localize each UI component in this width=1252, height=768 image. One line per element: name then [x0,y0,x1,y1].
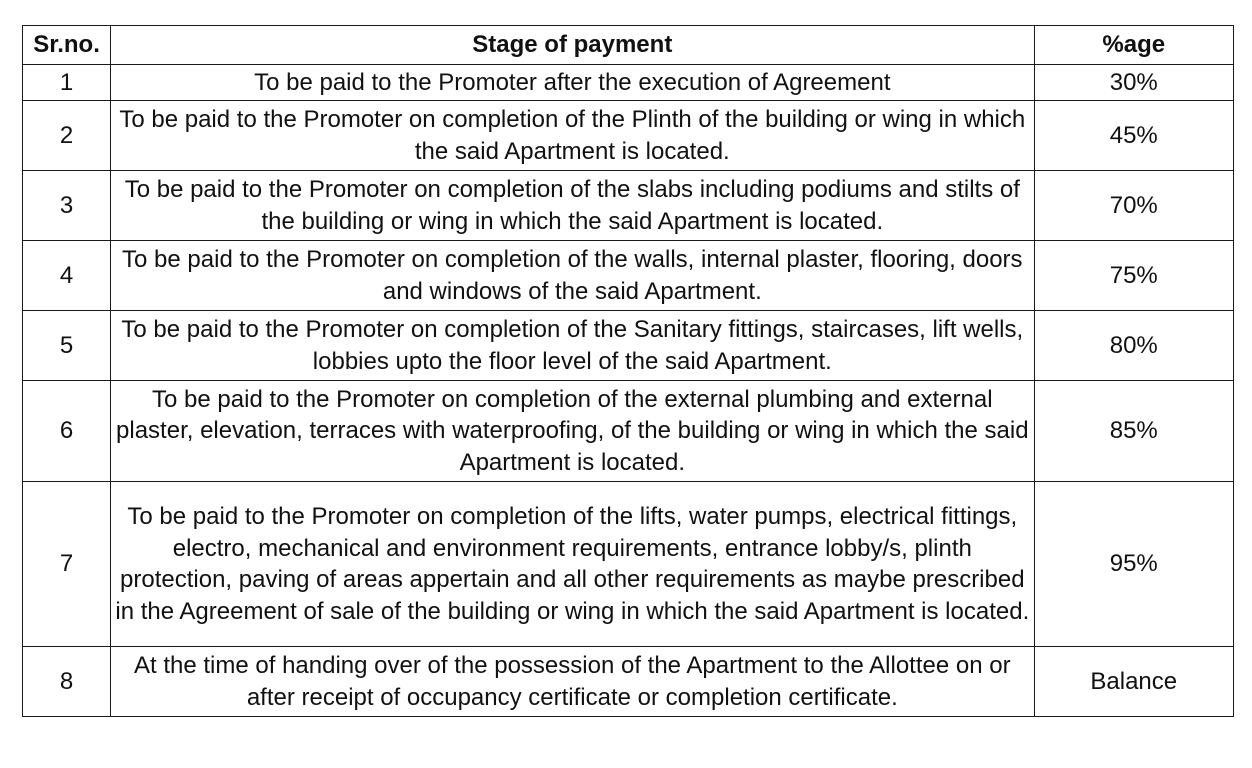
sr-no-cell: 4 [23,241,111,311]
payment-schedule-table [22,25,1234,717]
table-row [23,311,1234,381]
header-row [23,26,1234,65]
sr-no-cell: 3 [23,171,111,241]
sr-no-cell: 2 [23,101,111,171]
stage-cell: To be paid to the Promoter on completion of the lifts, water pumps, electrical fittings, electro, mechanical and environment requirements, entrance lobby/s, plinth protection, paving of areas appertain and all other requirements as maybe prescribed in the Agreement of sale of the building or wing in which the said Apartment is located. [111,482,1034,647]
percentage-cell: 70% [1034,171,1233,241]
sr-no-cell: 8 [23,647,111,717]
header-sr-no: Sr.no. [23,26,111,65]
sr-no-cell: 1 [23,65,111,101]
table-row [23,241,1234,311]
percentage-cell: 75% [1034,241,1233,311]
stage-cell: At the time of handing over of the possession of the Apartment to the Allottee on or after receipt of occupancy certificate or completion certificate. [111,647,1034,717]
table-row [23,171,1234,241]
table-row [23,381,1234,482]
table-row [23,101,1234,171]
percentage-cell: 30% [1034,65,1233,101]
percentage-cell: 80% [1034,311,1233,381]
percentage-cell: 95% [1034,482,1233,647]
stage-cell: To be paid to the Promoter on completion of the Plinth of the building or wing in which the said Apartment is located. [111,101,1034,171]
stage-cell: To be paid to the Promoter on completion of the slabs including podiums and stilts of the building or wing in which the said Apartment is located. [111,171,1034,241]
header-stage-of-payment: Stage of payment [111,26,1034,65]
sr-no-cell: 5 [23,311,111,381]
table-body [23,65,1234,717]
sr-no-cell: 6 [23,381,111,482]
percentage-cell: 45% [1034,101,1233,171]
table-header [23,26,1234,65]
percentage-cell: Balance [1034,647,1233,717]
sr-no-cell: 7 [23,482,111,647]
stage-cell: To be paid to the Promoter after the execution of Agreement [111,65,1034,101]
table-row [23,65,1234,101]
table-row [23,482,1234,647]
stage-cell: To be paid to the Promoter on completion of the Sanitary fittings, staircases, lift wells, lobbies upto the floor level of the said Apartment. [111,311,1034,381]
percentage-cell: 85% [1034,381,1233,482]
stage-cell: To be paid to the Promoter on completion of the walls, internal plaster, flooring, doors and windows of the said Apartment. [111,241,1034,311]
table-row [23,647,1234,717]
header-percentage: %age [1034,26,1233,65]
stage-cell: To be paid to the Promoter on completion of the external plumbing and external plaster, elevation, terraces with waterproofing, of the building or wing in which the said Apartment is located. [111,381,1034,482]
